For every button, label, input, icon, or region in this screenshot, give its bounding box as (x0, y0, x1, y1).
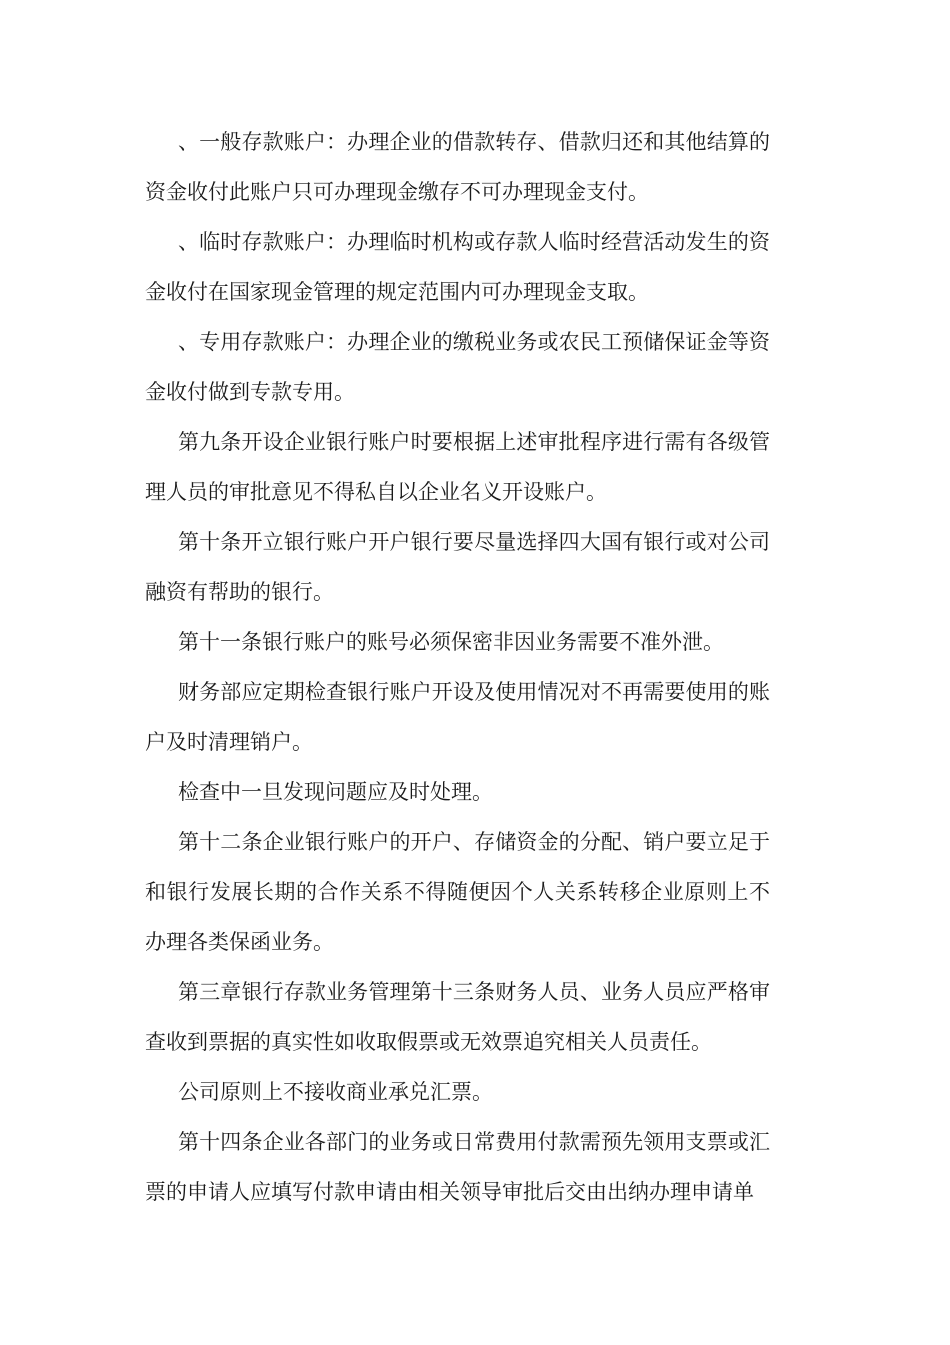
paragraph-article-12: 第十二条企业银行账户的开户、存储资金的分配、销户要立足于和银行发展长期的合作关系不得随便因个人关系转移企业原则上不办理各类保函业务。 (145, 830, 770, 954)
paragraph-article-10: 第十条开立银行账户开户银行要尽量选择四大国有银行或对公司融资有帮助的银行。 (145, 530, 770, 604)
paragraph-article-14: 第十四条企业各部门的业务或日常费用付款需预先领用支票或汇票的申请人应填写付款申请由相关领导审批后交由出纳办理申请单 (145, 1130, 770, 1204)
paragraph-article-11: 第十一条银行账户的账号必须保密非因业务需要不准外泄。 (178, 630, 724, 654)
paragraph-general-deposit-account: 、一般存款账户：办理企业的借款转存、借款归还和其他结算的资金收付此账户只可办理现金缴存不可办理现金支付。 (145, 130, 770, 204)
paragraph-timely-handling: 检查中一旦发现问题应及时处理。 (178, 780, 493, 804)
paragraph-commercial-acceptance: 公司原则上不接收商业承兑汇票。 (178, 1080, 493, 1104)
paragraph-article-9: 第九条开设企业银行账户时要根据上述审批程序进行需有各级管理人员的审批意见不得私自以企业名义开设账户。 (145, 430, 770, 504)
paragraph-temporary-deposit-account: 、临时存款账户：办理临时机构或存款人临时经营活动发生的资金收付在国家现金管理的规定范围内可办理现金支取。 (145, 230, 770, 304)
paragraph-regular-inspection: 财务部应定期检查银行账户开设及使用情况对不再需要使用的账户及时清理销户。 (145, 680, 770, 754)
document-body (145, 117, 770, 1217)
paragraph-special-deposit-account: 、专用存款账户：办理企业的缴税业务或农民工预储保证金等资金收付做到专款专用。 (145, 330, 770, 404)
paragraph-chapter-3-article-13: 第三章银行存款业务管理第十三条财务人员、业务人员应严格审查收到票据的真实性如收取假票或无效票追究相关人员责任。 (145, 980, 770, 1054)
